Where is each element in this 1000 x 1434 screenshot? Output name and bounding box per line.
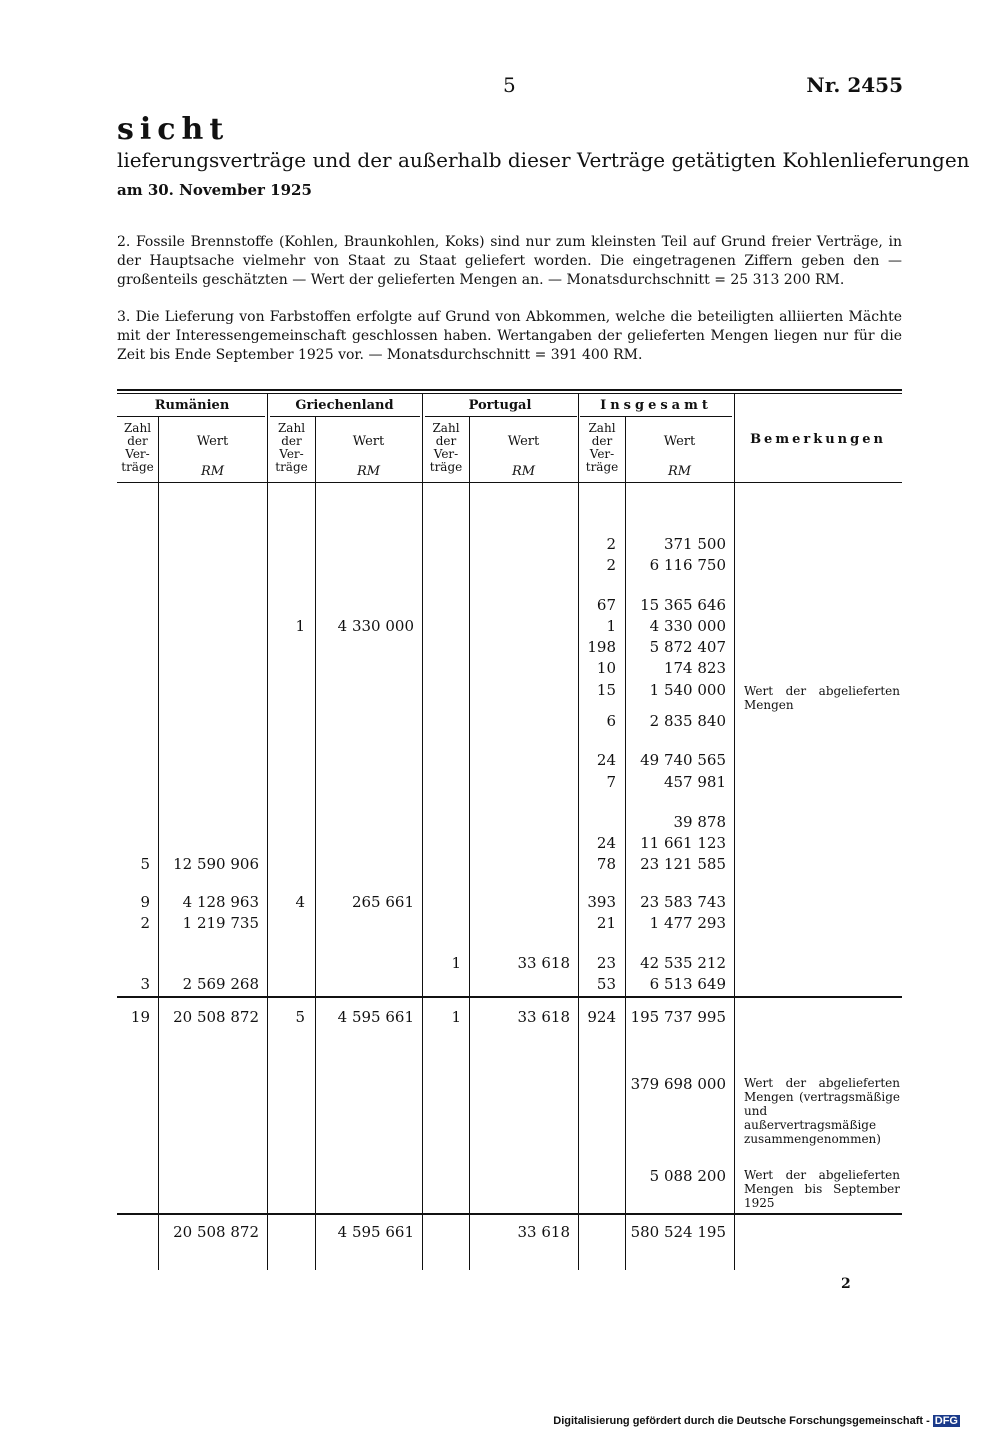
row-cell-pt-n: 1 xyxy=(451,954,461,972)
col-line xyxy=(422,394,423,1270)
row-cell-ins-w: 174 823 xyxy=(663,659,726,677)
row-cell-ins-w: 49 740 565 xyxy=(640,751,726,769)
header-rule xyxy=(117,482,902,483)
group-rule xyxy=(117,416,265,417)
subtotal-cell-ru-w: 20 508 872 xyxy=(173,1008,259,1026)
remark-value: Wert der abgelieferten Mengen xyxy=(744,684,900,712)
group-header-rumaenien: Rumänien xyxy=(154,398,230,413)
row-cell-ru-n: 5 xyxy=(140,855,150,873)
remark-value-september: Wert der abgelieferten Mengen bis September 1925 xyxy=(744,1168,900,1210)
row-cell-ins-n: 2 xyxy=(606,535,616,553)
subtotal-cell-ru-n: 19 xyxy=(130,1008,150,1026)
row-cell-ins-w: 6 513 649 xyxy=(649,975,726,993)
note-2: 2. Fossile Brennstoffe (Kohlen, Braunkohlen, Koks) sind nur zum kleinsten Teil auf Grund freier Verträge, in der Hauptsache vielmehr von Staat zu Staat geliefert worden. Die eingetragenen Ziffern geben den — großenteils geschätzten — Wert der gelieferten Mengen an. — Monatsdurchschnitt = 25 313 200 RM. xyxy=(117,234,902,288)
unit-header: RM xyxy=(200,464,225,479)
count-header: Zahl der Ver-träge xyxy=(585,421,619,474)
value-header: Wert xyxy=(196,434,229,449)
subtotal-cell-pt-w: 33 618 xyxy=(517,1008,570,1026)
group-header-insgesamt: Insgesamt xyxy=(600,398,712,413)
group-rule xyxy=(425,416,577,417)
row-cell-gr-n: 4 xyxy=(295,893,305,911)
page-mark: 2 xyxy=(841,1276,851,1292)
col-line xyxy=(625,416,626,1270)
col-line xyxy=(578,394,579,1270)
count-header: Zahl der Ver-träge xyxy=(275,421,308,474)
row-cell-ins-n: 7 xyxy=(606,773,616,791)
unit-header: RM xyxy=(667,464,692,479)
total-cell-ru-w: 20 508 872 xyxy=(173,1223,259,1241)
col-line xyxy=(315,416,316,1270)
value-header: Wert xyxy=(352,434,385,449)
subtotal-rule xyxy=(117,996,902,998)
row-cell-ins-n: 393 xyxy=(587,893,616,911)
count-header: Zahl der Ver-träge xyxy=(429,421,463,474)
group-rule xyxy=(580,416,732,417)
unit-header: RM xyxy=(511,464,536,479)
row-cell-ins-n: 24 xyxy=(596,834,616,852)
row-cell-ins-n: 2 xyxy=(606,556,616,574)
row-cell-ru-w: 4 128 963 xyxy=(182,893,259,911)
row-cell-ins-n: 1 xyxy=(606,617,616,635)
row-cell-gr-w: 4 330 000 xyxy=(337,617,414,635)
row-cell-ins-n: 23 xyxy=(596,954,616,972)
col-line xyxy=(734,394,735,1270)
row-cell-gr-w: 265 661 xyxy=(351,893,414,911)
title-date: am 30. November 1925 xyxy=(117,181,312,199)
table-top-rule-thin xyxy=(117,393,902,394)
table-top-rule xyxy=(117,389,902,391)
footer xyxy=(553,1415,960,1427)
total-cell-gr-w: 4 595 661 xyxy=(337,1223,414,1241)
row-cell-ins-n: 21 xyxy=(596,914,616,932)
group-rule xyxy=(270,416,420,417)
fossil-cell-ins-w: 379 698 000 xyxy=(630,1075,726,1093)
row-cell-ins-w: 5 872 407 xyxy=(649,638,726,656)
remarks-header: Bemerkungen xyxy=(750,432,886,447)
row-cell-pt-w: 33 618 xyxy=(517,954,570,972)
row-cell-ins-n: 10 xyxy=(596,659,616,677)
row-cell-ru-w: 1 219 735 xyxy=(182,914,259,932)
row-cell-ins-w: 11 661 123 xyxy=(640,834,726,852)
row-cell-ins-w: 6 116 750 xyxy=(649,556,726,574)
count-header: Zahl der Ver-träge xyxy=(121,421,154,474)
row-cell-ins-w: 457 981 xyxy=(663,773,726,791)
row-cell-ru-w: 12 590 906 xyxy=(173,855,259,873)
row-cell-ru-n: 3 xyxy=(140,975,150,993)
document-number: Nr. 2455 xyxy=(806,73,903,97)
title-fragment: sicht xyxy=(117,112,230,147)
row-cell-ins-w: 23 583 743 xyxy=(640,893,726,911)
total-rule xyxy=(117,1213,902,1215)
row-cell-ins-w: 15 365 646 xyxy=(640,596,726,614)
row-cell-ins-w: 42 535 212 xyxy=(640,954,726,972)
row-cell-ins-w: 1 540 000 xyxy=(649,681,726,699)
row-cell-ins-w: 1 477 293 xyxy=(649,914,726,932)
row-cell-ins-w: 2 835 840 xyxy=(649,712,726,730)
total-cell-pt-w: 33 618 xyxy=(517,1223,570,1241)
unit-header: RM xyxy=(356,464,381,479)
col-line xyxy=(469,416,470,1270)
footer-text: Digitalisierung gefördert durch die Deutsche Forschungsgemeinschaft - xyxy=(553,1415,930,1427)
value-header: Wert xyxy=(507,434,540,449)
row-cell-ru-w: 2 569 268 xyxy=(182,975,259,993)
value-header: Wert xyxy=(663,434,696,449)
subtotal-cell-gr-w: 4 595 661 xyxy=(337,1008,414,1026)
dyes-cell-ins-w: 5 088 200 xyxy=(649,1167,726,1185)
row-cell-ins-w: 371 500 xyxy=(663,535,726,553)
row-cell-ru-n: 2 xyxy=(140,914,150,932)
subtotal-cell-gr-n: 5 xyxy=(295,1008,305,1026)
row-cell-ins-n: 53 xyxy=(596,975,616,993)
row-cell-ins-w: 23 121 585 xyxy=(640,855,726,873)
row-cell-ins-n: 67 xyxy=(596,596,616,614)
row-cell-ins-n: 15 xyxy=(596,681,616,699)
subtotal-cell-ins-n: 924 xyxy=(587,1008,616,1026)
remark-value-combined: Wert der abgelieferten Mengen (vertragsmäßige und außervertragsmäßige zusammengenommen) xyxy=(744,1076,900,1146)
row-cell-ins-w: 4 330 000 xyxy=(649,617,726,635)
group-header-portugal: Portugal xyxy=(468,398,532,413)
row-cell-gr-n: 1 xyxy=(295,617,305,635)
title-line: lieferungsverträge und der außerhalb dieser Verträge getätigten Kohlenlieferungen xyxy=(117,148,970,172)
page-number: 5 xyxy=(503,73,516,97)
row-cell-ru-n: 9 xyxy=(140,893,150,911)
group-header-griechenland: Griechenland xyxy=(295,398,394,413)
row-cell-ins-n: 24 xyxy=(596,751,616,769)
col-line xyxy=(267,394,268,1270)
subtotal-cell-pt-n: 1 xyxy=(451,1008,461,1026)
dfg-logo: DFG xyxy=(934,1415,958,1427)
row-cell-ins-w: 39 878 xyxy=(673,813,726,831)
total-cell-ins-w: 580 524 195 xyxy=(630,1223,726,1241)
note-3: 3. Die Lieferung von Farbstoffen erfolgte auf Grund von Abkommen, welche die beteiligten alliierten Mächte mit der Interessengemeinschaft geschlossen haben. Wertangaben der gelieferten Mengen liegen nur für die Zeit bis Ende September 1925 vor. — Monatsdurchschnitt = 391 400 RM. xyxy=(117,309,902,363)
row-cell-ins-n: 198 xyxy=(587,638,616,656)
col-line xyxy=(158,416,159,1270)
row-cell-ins-n: 78 xyxy=(596,855,616,873)
row-cell-ins-n: 6 xyxy=(606,712,616,730)
subtotal-cell-ins-w: 195 737 995 xyxy=(630,1008,726,1026)
